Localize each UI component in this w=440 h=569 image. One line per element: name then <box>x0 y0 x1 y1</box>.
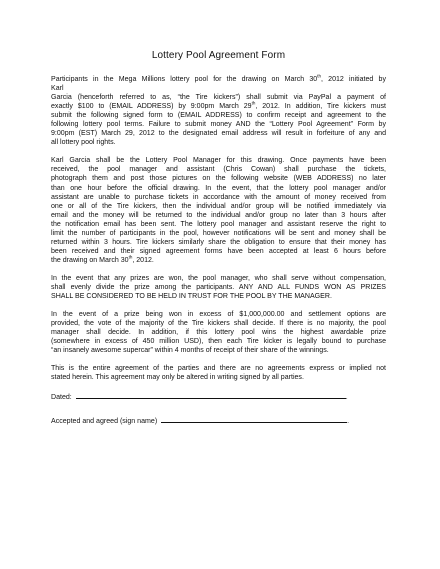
paragraph-line <box>51 319 386 328</box>
line-text: received, the pool manager and assistant (Chris Cowan) shall purchase the tickets, <box>51 166 386 174</box>
field-label: Accepted and agreed (sign name) <box>51 418 158 426</box>
line-text: limit the number of participants in the pool, however notifications will be sent and money shall be <box>51 229 386 237</box>
paragraph-line <box>51 256 386 265</box>
paragraph-line <box>51 328 386 337</box>
paragraph-line <box>51 102 386 111</box>
paragraph-line <box>51 211 386 220</box>
line-text: “an insanely awesome supercar” within 4 months of receipt of their share of the winnings. <box>51 347 329 355</box>
line-text: been received and their signed agreement forms have been accepted at least 6 hours before <box>51 247 386 255</box>
line-text: assistant are unable to purchase tickets in accordance with the amount of money received from <box>51 193 386 201</box>
line-text: returned within 3 hours. Tire kickers similarly share the obligation to ensure that their money has <box>51 238 386 246</box>
line-text: email and the money will be returned to the individual and/or group no later than 3 hours after <box>51 211 386 219</box>
paragraph-line <box>51 346 386 355</box>
paragraph-line <box>51 310 386 319</box>
line-text: Garcia (henceforth referred to as, “the Tire kickers”) shall submit via PayPal a payment of <box>51 94 386 102</box>
line-text: Karl <box>51 85 64 93</box>
paragraph-line <box>51 292 386 301</box>
line-text: , 2012. In addition, Tire kickers must <box>255 103 386 111</box>
paragraph-line <box>51 202 386 211</box>
line-text: , 2012. <box>132 256 154 264</box>
line-text: shall evenly divide the prize among the participants. ANY AND ALL FUNDS WON AS PRIZES <box>51 283 386 291</box>
field-label: Dated: <box>51 394 72 402</box>
line-text: than one hour before the official drawing. In the event, that the lottery pool manager and/or <box>51 184 386 192</box>
paragraph-line <box>51 220 386 229</box>
paragraph-line <box>51 120 386 129</box>
paragraph-line <box>51 111 386 120</box>
paragraph-line <box>51 93 386 102</box>
line-text: one or all of the Tire kickers, then the individual and/or group will be notified immediately via <box>51 202 386 210</box>
paragraph-line <box>51 373 386 382</box>
ordinal-suffix: th <box>128 254 133 260</box>
paragraph-line <box>51 129 386 138</box>
line-text: stated herein. This agreement may only be altered in writing signed by all parties. <box>51 374 304 382</box>
line-text: submit the following signed form to (EMAIL ADDRESS) to confirm receipt and agreement to the <box>51 112 386 120</box>
line-text: all lottery pool rights. <box>51 139 116 147</box>
signature-field <box>51 415 386 426</box>
paragraph-line <box>51 247 386 256</box>
agreement-paragraph <box>51 156 386 265</box>
agreement-paragraph <box>51 364 386 382</box>
paragraph-line <box>51 75 386 84</box>
agreement-paragraph <box>51 274 386 301</box>
line-text: , 2012 initiated by <box>320 76 386 83</box>
agreement-body <box>51 75 386 382</box>
paragraph-line <box>51 193 386 202</box>
paragraph-line <box>51 238 386 247</box>
line-text: SHALL BE CONSIDERED TO BE HELD IN TRUST FOR THE POOL BY THE MANAGER. <box>51 293 332 301</box>
paragraph-line <box>51 337 386 346</box>
paragraph-line <box>51 174 386 183</box>
agreement-paragraph <box>51 310 386 355</box>
paragraph-line <box>51 138 386 147</box>
paragraph-line <box>51 229 386 238</box>
line-text: manager shall decide. In addition, if this lottery pool wins the highest awardable prize <box>51 329 386 337</box>
line-text: the drawing on March 30 <box>51 256 129 264</box>
line-text: provided, the vote of the majority of the Tire kickers shall decide. If there is no majority, the pool <box>51 320 386 328</box>
paragraph-line <box>51 165 386 174</box>
agreement-paragraph <box>51 75 386 147</box>
document-title: Lottery Pool Agreement Form <box>151 50 286 61</box>
line-text: (somewhere in excess of 450 million USD), then each Tire kicker is legally bound to purchase <box>51 338 386 346</box>
field-suffix: . <box>347 418 350 426</box>
paragraph-line <box>51 274 386 283</box>
line-text: Karl Garcia shall be the Lottery Pool Manager for this drawing. Once payments have been <box>51 157 386 165</box>
line-text: This is the entire agreement of the parties and there are no agreements express or implied not <box>51 365 386 373</box>
line-text: following lottery pool terms. Failure to submit money AND the “Lottery Pool Agreement” Form by <box>51 121 386 129</box>
line-text: In the event of a prize being won in excess of $1,000,000.00 and settlement options are <box>51 311 386 319</box>
paragraph-line <box>51 156 386 165</box>
line-text: the notification email has been sent. The lottery pool manager and assistant reserve the right to <box>51 220 386 228</box>
signature-input-line[interactable] <box>161 415 350 426</box>
paragraph-line <box>51 283 386 292</box>
line-text: Participants in the Mega Millions lottery pool for the drawing on March 30 <box>51 76 318 83</box>
ordinal-suffix: th <box>251 100 256 106</box>
paragraph-line <box>51 364 386 373</box>
line-text: photograph them and post those pictures on the following website (WEB ADDRESS) no later <box>51 175 386 183</box>
ordinal-suffix: th <box>317 73 321 79</box>
date-input-line[interactable] <box>76 391 348 402</box>
paragraph-line <box>51 84 386 93</box>
line-text: exactly $100 to (EMAIL ADDRESS) by 9:00pm March 29 <box>51 103 252 111</box>
field-suffix: . <box>345 394 348 402</box>
line-text: 9:00pm (EST) March 29, 2012 to the designated email address will result in forfeiture of any and <box>51 130 386 138</box>
line-text: In the event that any prizes are won, the pool manager, who shall serve without compensation, <box>51 274 386 282</box>
dated-field <box>51 391 386 402</box>
signature-fields <box>51 391 386 426</box>
paragraph-line <box>51 184 386 193</box>
